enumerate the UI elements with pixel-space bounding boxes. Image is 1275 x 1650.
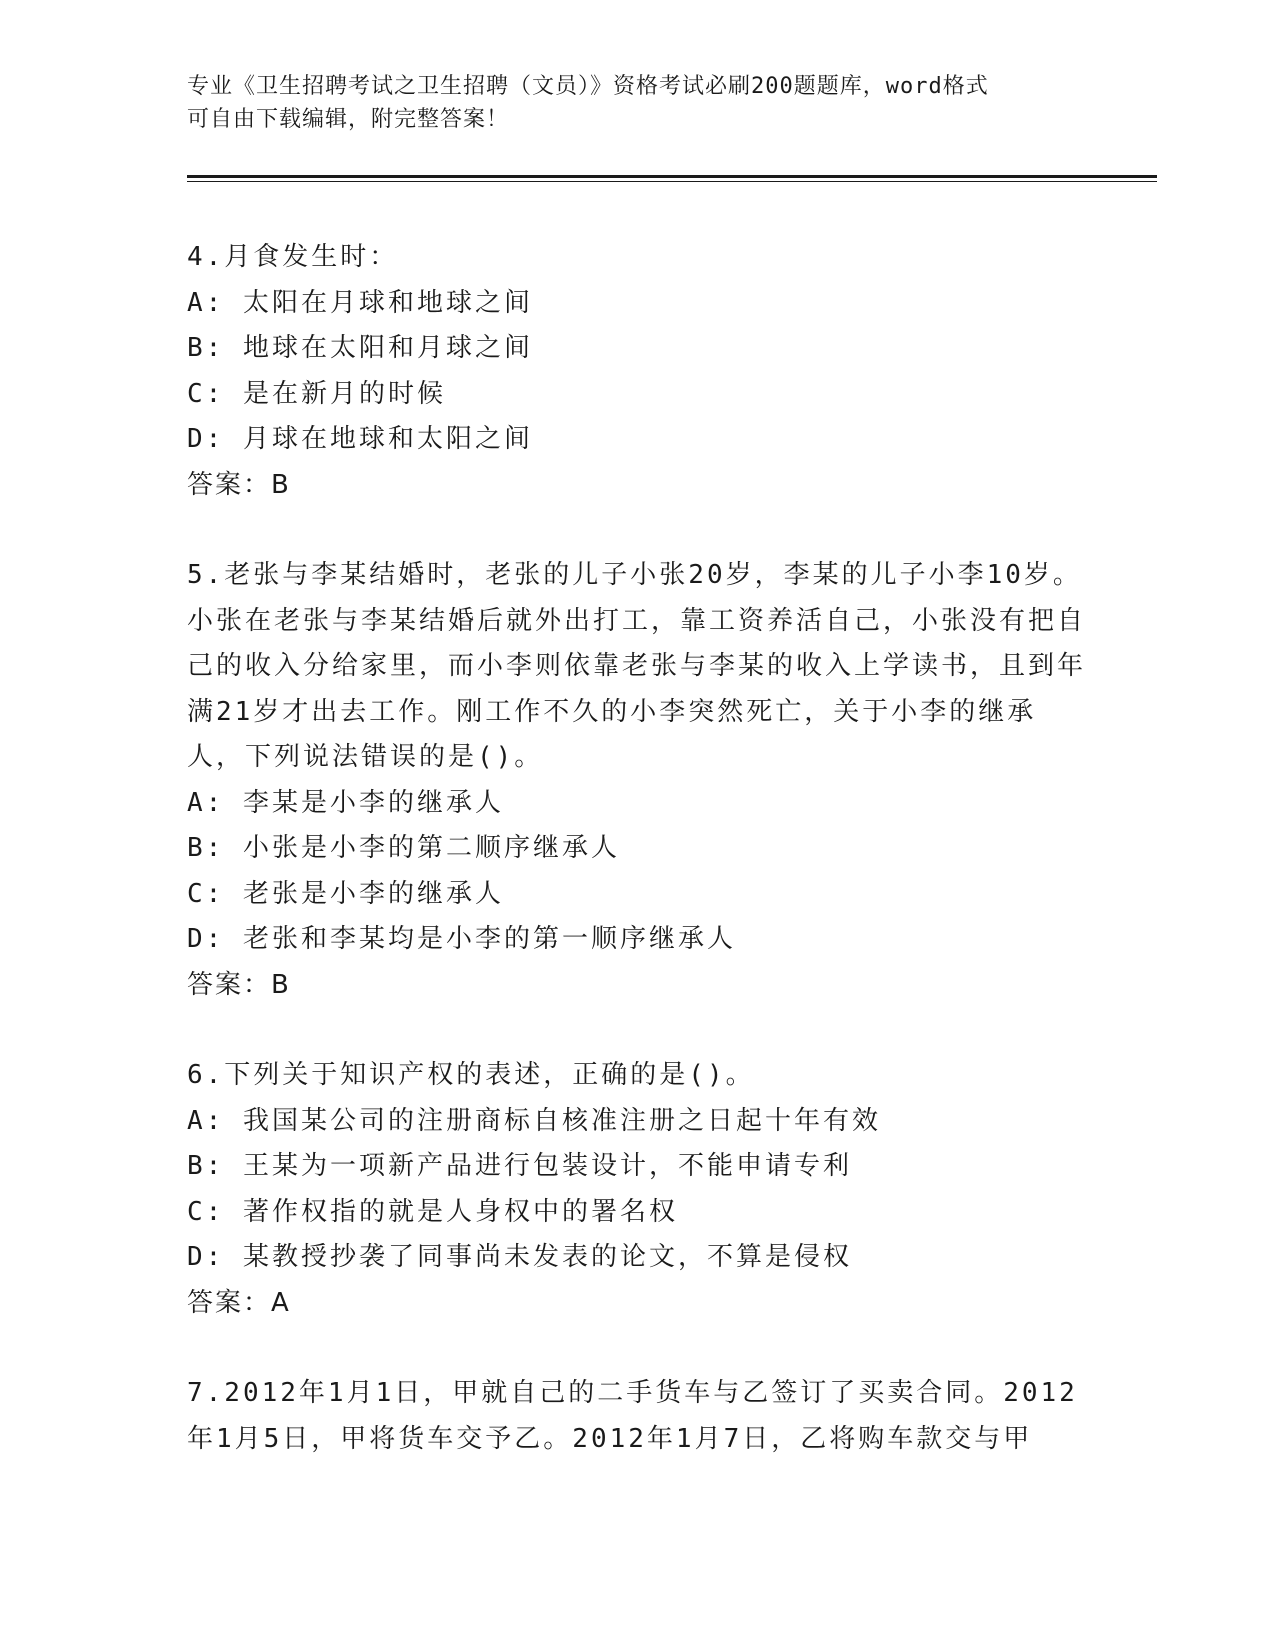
answer: 答案：A bbox=[187, 1287, 291, 1318]
document-header bbox=[187, 70, 1087, 136]
answer: 答案：B bbox=[187, 969, 291, 1000]
header-line-2: 可自由下载编辑，附完整答案！ bbox=[187, 107, 510, 132]
option-d: D: 老张和李某均是小李的第一顺序继承人 bbox=[187, 924, 736, 954]
header-rule-thin bbox=[187, 181, 1157, 182]
question-5 bbox=[187, 553, 1087, 1008]
option-d: D: 某教授抄袭了同事尚未发表的论文，不算是侵权 bbox=[187, 1242, 852, 1272]
question-stem: 6.下列关于知识产权的表述，正确的是()。 bbox=[187, 1060, 755, 1090]
option-c: C: 老张是小李的继承人 bbox=[187, 878, 504, 909]
answer: 答案：B bbox=[187, 469, 291, 500]
option-b: B: 王某为一项新产品进行包装设计，不能申请专利 bbox=[187, 1151, 852, 1181]
header-line-1: 专业《卫生招聘考试之卫生招聘（文员）》资格考试必刷200题题库，word格式 bbox=[187, 74, 989, 99]
question-stem: 5.老张与李某结婚时，老张的儿子小张20岁，李某的儿子小李10岁。小张在老张与李某结婚后就外出打工，靠工资养活自己，小张没有把自己的收入分给家里，而小李则依靠老张与李某的收入上学读书，且到年满21岁才出去工作。刚工作不久的小李突然死亡，关于小李的继承人，下列说法错误的是()。 bbox=[187, 560, 1087, 772]
option-a: A: 李某是小李的继承人 bbox=[187, 787, 504, 818]
question-list bbox=[187, 235, 1087, 1507]
option-d: D: 月球在地球和太阳之间 bbox=[187, 424, 533, 454]
option-c: C: 是在新月的时候 bbox=[187, 378, 446, 409]
question-7 bbox=[187, 1371, 1087, 1462]
question-4 bbox=[187, 235, 1087, 508]
question-6 bbox=[187, 1053, 1087, 1326]
option-a: A: 太阳在月球和地球之间 bbox=[187, 287, 533, 318]
header-rule-thick bbox=[187, 175, 1157, 178]
question-stem: 4.月食发生时： bbox=[187, 242, 399, 272]
option-a: A: 我国某公司的注册商标自核准注册之日起十年有效 bbox=[187, 1105, 881, 1136]
option-b: B: 小张是小李的第二顺序继承人 bbox=[187, 833, 620, 863]
option-b: B: 地球在太阳和月球之间 bbox=[187, 333, 533, 363]
option-c: C: 著作权指的就是人身权中的署名权 bbox=[187, 1196, 678, 1227]
question-stem: 7.2012年1月1日，甲就自己的二手货车与乙签订了买卖合同。2012年1月5日，甲将货车交予乙。2012年1月7日，乙将购车款交与甲 bbox=[187, 1378, 1078, 1454]
